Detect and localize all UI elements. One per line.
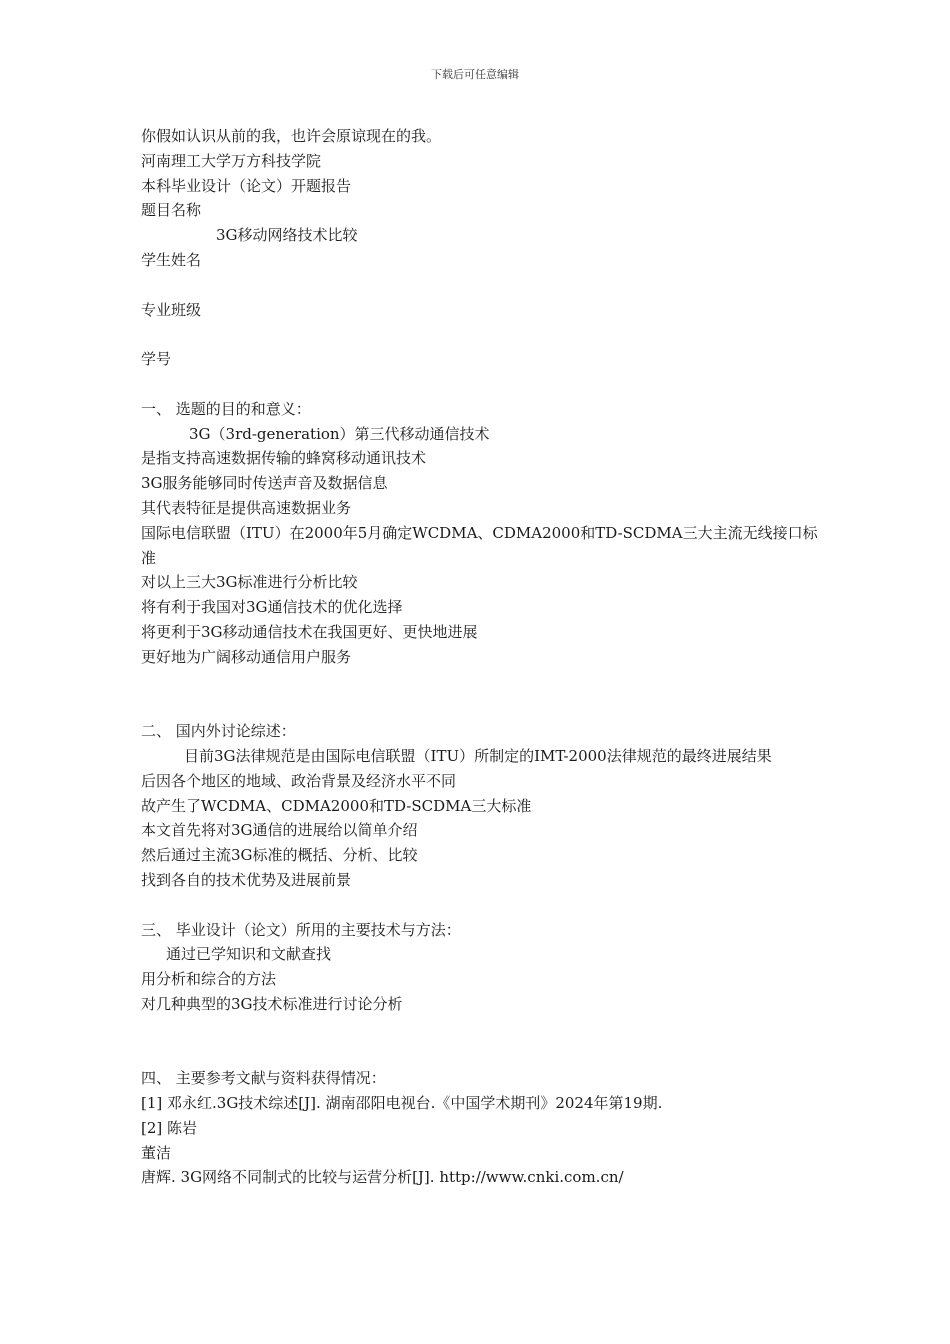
section-3-line: 对几种典型的3G技术标准进行讨论分析 <box>141 994 403 1013</box>
topic-label: 题目名称 <box>141 201 202 220</box>
section-2-heading: 二、 国内外讨论综述： <box>141 722 296 741</box>
section-1-line: 其代表特征是提供高速数据业务 <box>141 498 352 517</box>
section-1-heading: 一、 选题的目的和意义： <box>141 399 311 418</box>
section-2-line: 找到各自的技术优势及进展前景 <box>141 870 352 889</box>
reference-item: 唐辉. 3G网络不同制式的比较与运营分析[J]. http://www.cnki.com.cn/ <box>141 1168 624 1187</box>
section-1-line: 3G服务能够同时传送声音及数据信息 <box>141 474 388 493</box>
section-1-line: 3G（3rd-generation）第三代移动通信技术 <box>189 424 490 443</box>
blank-line <box>141 670 821 695</box>
section-1-line: 对以上三大3G标准进行分析比较 <box>141 573 358 592</box>
section-1-line: 国际电信联盟（ITU）在2000年5月确定WCDMA、CDMA2000和TD-SCDMA三大主流无线接口标准 <box>141 523 818 567</box>
report-title: 本科毕业设计（论文）开题报告 <box>141 176 352 195</box>
section-1-line: 将更利于3G移动通信技术在我国更好、更快地进展 <box>141 622 478 641</box>
blank-line <box>141 1041 821 1066</box>
intro-quote: 你假如认识从前的我，也许会原谅现在的我。 <box>141 127 442 145</box>
blank-line <box>141 273 821 298</box>
blank-line <box>141 322 821 347</box>
reference-item: [1] 邓永红.3G技术综述[J]. 湖南邵阳电视台.《中国学术期刊》2024年第19期. <box>141 1094 663 1113</box>
blank-line <box>141 372 821 397</box>
school-name: 河南理工大学万方科技学院 <box>141 151 322 170</box>
class-label: 专业班级 <box>141 300 202 319</box>
student-name-label: 学生姓名 <box>141 250 202 269</box>
section-3-heading: 三、 毕业设计（论文）所用的主要技术与方法： <box>141 920 461 939</box>
reference-item: [2] 陈岩 <box>141 1118 198 1137</box>
section-2-line: 故产生了WCDMA、CDMA2000和TD-SCDMA三大标准 <box>141 796 532 815</box>
reference-item: 董洁 <box>141 1143 172 1162</box>
page-header: 下载后可任意编辑 <box>431 68 519 81</box>
document-body <box>141 124 821 1190</box>
section-3-line: 通过已学知识和文献查找 <box>166 945 332 964</box>
blank-line <box>141 893 821 918</box>
section-3-line: 用分析和综合的方法 <box>141 970 277 989</box>
section-1-line: 是指支持高速数据传输的蜂窝移动通讯技术 <box>141 449 427 468</box>
section-2-line: 后因各个地区的地域、政治背景及经济水平不同 <box>141 771 457 790</box>
student-id-label: 学号 <box>141 350 172 369</box>
blank-line <box>141 1017 821 1042</box>
section-1-line: 更好地为广阔移动通信用户服务 <box>141 647 352 666</box>
section-1-line: 将有利于我国对3G通信技术的优化选择 <box>141 598 403 617</box>
section-2-line: 目前3G法律规范是由国际电信联盟（ITU）所制定的IMT-2000法律规范的最终进展结果 <box>184 746 772 765</box>
blank-line <box>141 694 821 719</box>
section-2-line: 然后通过主流3G标准的概括、分析、比较 <box>141 846 418 865</box>
section-2-line: 本文首先将对3G通信的进展给以简单介绍 <box>141 821 418 840</box>
topic-value: 3G移动网络技术比较 <box>216 226 358 245</box>
section-4-heading: 四、 主要参考文献与资料获得情况： <box>141 1069 386 1088</box>
